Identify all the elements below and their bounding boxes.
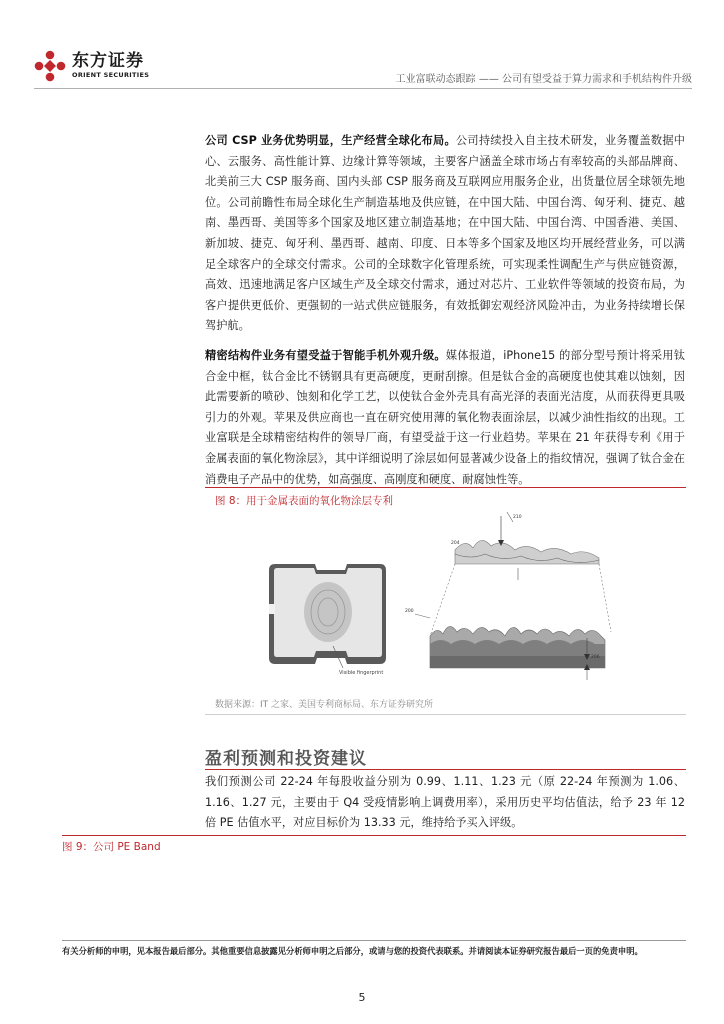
paragraph-body: 公司持续投入自主技术研发，业务覆盖数据中心、云服务、高性能计算、边缘计算等领域，主要客户涵盖全球市场占有率较高的头部品牌商、北美前三大 CSP 服务商、国内头部 CSP 服务商及互联网应用服务企业，出货量位居全球领先地位。公司前瞻性布局全球化生产制造基地及供应链，在中国大陆、中国台湾、匈牙利、捷克、越南、墨西哥、美国等多个国家及地区建立制造基地；在中国大陆、中国台湾、中国香港、美国、新加坡、捷克、匈牙利、墨西哥、越南、印度、日本等多个国家及地区均开展经营业务，可以满足全球客户的全球交付需求。公司的全球数字化管理系统，可实现柔性调配生产与供应链资源，高效、迅速地满足客户区域生产及全球交付需求，通过对芯片、工业软件等领域的投资布局，为客户提供更低价、更强韧的一站式供应链服务，有效抵御宏观经济风险冲击，为业务持续增长保驾护航。 (205, 134, 685, 333)
footer-divider (62, 940, 686, 941)
patent-figure-image (215, 508, 615, 694)
orient-logo-icon (34, 50, 66, 82)
footer-disclaimer: 有关分析师的申明，见本报告最后部分。其他重要信息披露见分析师申明之后部分，或请与您的投资代表联系。并请阅读本证券研究报告最后一页的免责申明。 (62, 946, 643, 956)
ref-label: 204 (451, 541, 460, 546)
ref-label: 200 (405, 609, 414, 614)
logo-name-en: ORIENT SECURITIES (72, 71, 150, 79)
paragraph-precision-parts (205, 346, 685, 490)
company-logo (34, 50, 149, 82)
header-divider (34, 88, 692, 89)
figure-9-title: 图 9：公司 PE Band (62, 841, 161, 853)
device-plate-illustration (269, 564, 386, 668)
section-divider (205, 769, 686, 770)
paragraph-body: 媒体报道，iPhone15 的部分型号预计将采用钛合金中框，钛合金比不锈钢具有更高硬度，更耐刮擦。但是钛合金的高硬度也使其难以蚀刻，因此需要新的喷砂、蚀刻和化学工艺，以使钛合金外壳具有高光泽的表面光洁度，从而获得更具吸引力的外观。苹果及供应商也一直在研究使用薄的氧化物表面涂层，以减少油性指纹的出现。工业富联是全球精密结构件的领导厂商，有望受益于这一行业趋势。苹果在 21 年获得专利《用于金属表面的氧化物涂层》，其中详细说明了涂层如何显著减少设备上的指纹情况，强调了钛合金在消费电子产品中的优势，如高强度、高刚度和硬度、耐腐蚀性等。 (205, 349, 685, 486)
figure-bottom-rule (205, 714, 686, 715)
logo-name-cn: 东方证券 (72, 51, 144, 71)
ref-label: 210 (513, 515, 522, 520)
coating-cross-section (415, 512, 611, 680)
figure-8-title: 图 8：用于金属表面的氧化物涂层专利 (215, 495, 394, 507)
figure-top-rule (205, 487, 686, 488)
visible-fingerprint-label: Visible fingerprint (339, 670, 384, 676)
figure-top-rule (62, 835, 686, 836)
paragraph-body: 我们预测公司 22-24 年每股收益分别为 0.99、1.11、1.23 元（原 22-24 年预测为 1.06、1.16、1.27 元，主要由于 Q4 受疫情影响上调费用率），采用历史平均估值法，给予 23 年 12 倍 PE 估值水平，对应目标价为 13.33 元，维持给予买入评级。 (205, 775, 685, 830)
paragraph-csp-business (205, 131, 685, 337)
report-header-title: 工业富联动态跟踪 —— 公司有望受益于算力需求和手机结构件升级 (395, 74, 692, 85)
ref-label: 206 (591, 655, 600, 660)
figure-8-source: 数据来源：IT 之家、美国专利商标局、东方证券研究所 (215, 700, 434, 710)
page-number: 5 (358, 991, 366, 1004)
paragraph-forecast (205, 772, 685, 834)
paragraph-lead: 公司 CSP 业务优势明显，生产经营全球化布局。 (205, 134, 456, 147)
paragraph-lead: 精密结构件业务有望受益于智能手机外观升级。 (205, 349, 446, 362)
section-title: 盈利预测和投资建议 (205, 749, 367, 769)
